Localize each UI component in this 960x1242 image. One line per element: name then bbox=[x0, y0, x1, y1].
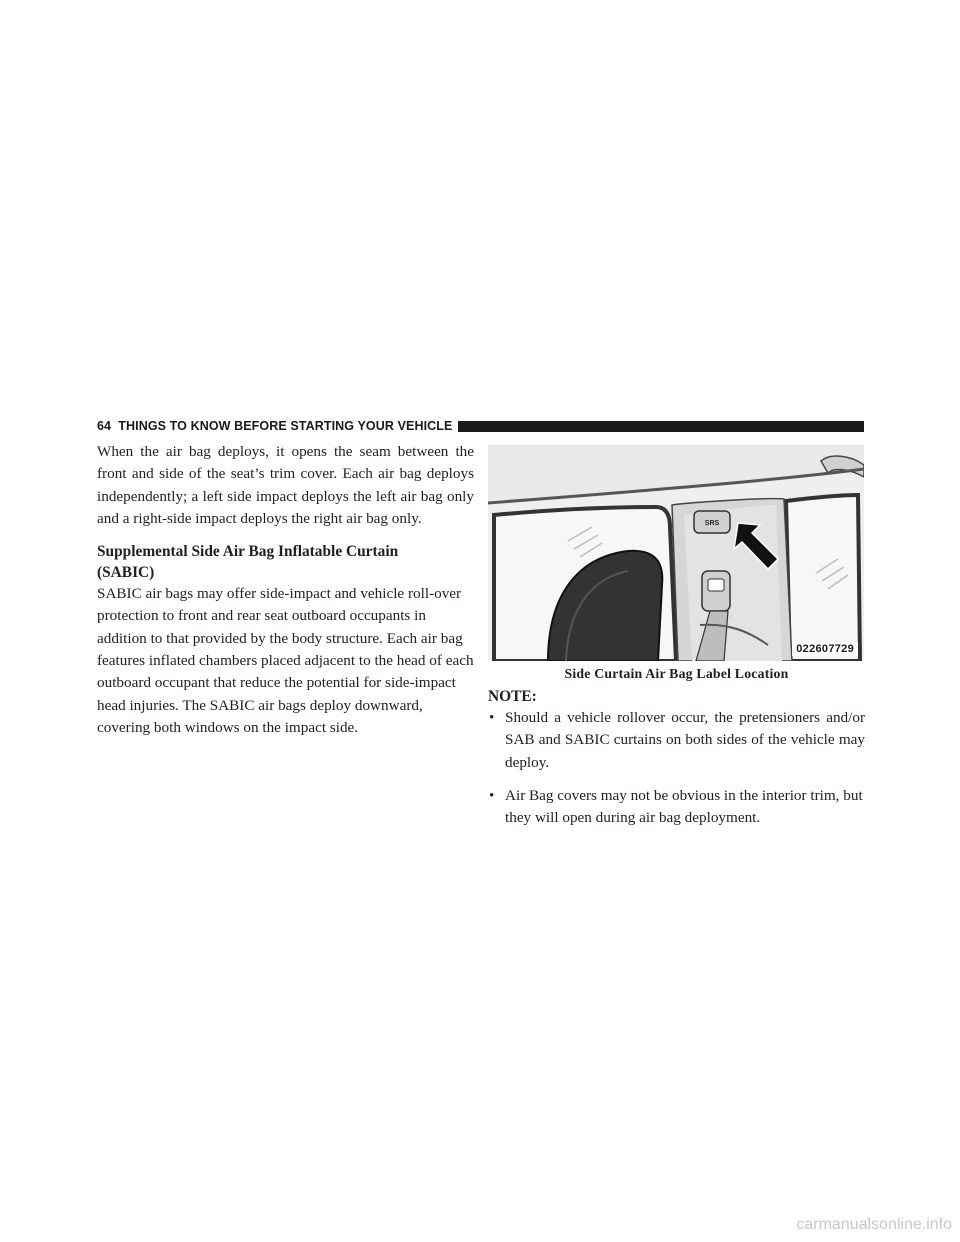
bullet-text: Should a vehicle rollover occur, the pretensioners and/or SAB and SABIC curtains on both sides of the vehicle may deploy. bbox=[505, 709, 865, 771]
rear-window bbox=[786, 495, 860, 661]
list-item bbox=[488, 707, 865, 774]
note-label: NOTE: bbox=[488, 688, 537, 705]
left-column bbox=[97, 441, 474, 739]
section-heading-line2: (SABIC) bbox=[97, 564, 155, 582]
header-rule bbox=[458, 421, 864, 432]
right-column bbox=[488, 445, 865, 840]
sabic-paragraph: SABIC air bags may offer side-impact and vehicle roll-over protection to front and rear seat outboard occupants in addition to that provided by the body structure. Each air bag features inflated chambers placed adjacent to the head of each outboard occupant that reduce the potential for side-impact head injuries. The SABIC air bags deploy downward, covering both windows on the impact side. bbox=[97, 585, 474, 736]
bullet-icon: • bbox=[489, 786, 495, 804]
belt-anchor-slot bbox=[708, 579, 724, 591]
page-header bbox=[97, 417, 864, 435]
bullet-text: Air Bag covers may not be obvious in the interior trim, but they will open during air bag deployment. bbox=[505, 786, 863, 827]
figure-caption: Side Curtain Air Bag Label Location bbox=[564, 666, 789, 681]
section-heading-line1: Supplemental Side Air Bag Inflatable Curtain bbox=[97, 543, 399, 561]
side-curtain-illustration bbox=[488, 445, 864, 661]
running-section-title: THINGS TO KNOW BEFORE STARTING YOUR VEHICLE bbox=[118, 419, 453, 433]
bullet-icon: • bbox=[489, 709, 495, 726]
section-heading bbox=[97, 541, 474, 583]
note-bullets bbox=[488, 707, 865, 829]
watermark: carmanualsonline.info bbox=[796, 1216, 952, 1233]
image-code: 022607729 bbox=[792, 642, 858, 656]
illustration-svg bbox=[488, 445, 864, 661]
page-number: 64 bbox=[97, 419, 112, 433]
intro-paragraph: When the air bag deploys, it opens the seam between the front and side of the seat’s trim cover. Each air bag deploys independently; a left side impact deploys the left air bag only and a right-side impact deploys the right air bag only. bbox=[97, 443, 474, 527]
srs-label-text: SRS bbox=[704, 520, 720, 527]
list-item bbox=[488, 785, 865, 830]
page-header-text bbox=[97, 419, 452, 433]
